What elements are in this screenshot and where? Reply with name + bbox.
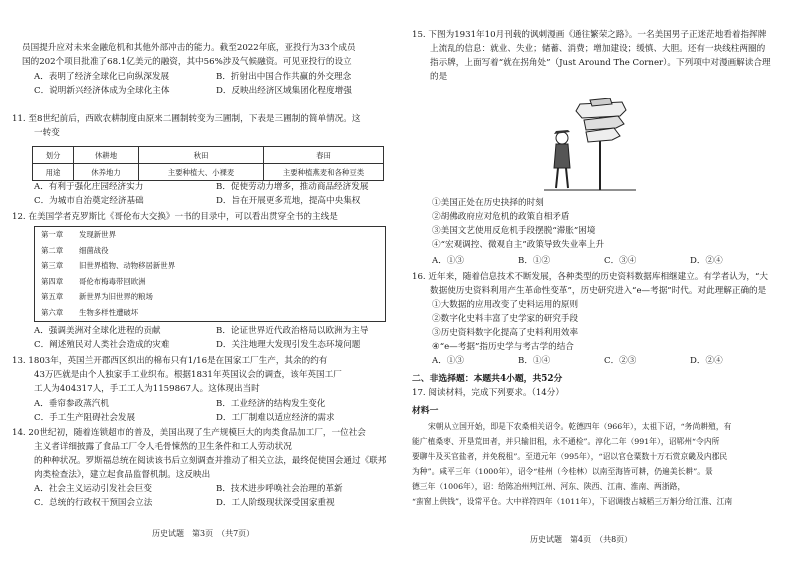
q12-contents-box bbox=[34, 226, 386, 322]
left-page bbox=[12, 0, 392, 561]
right-page bbox=[412, 0, 774, 561]
page-footer-left: 历史试题 第3页 （共7页） bbox=[152, 529, 255, 538]
table-header-row: 划分 休耕地 秋田 春田 bbox=[33, 147, 384, 164]
page-footer-right: 历史试题 第4页 （共8页） bbox=[530, 535, 633, 544]
q10-option-a[interactable]: A．表明了经济全球化已向纵深发展 bbox=[34, 72, 170, 82]
q10-continuation: 员国提升应对未来金融危机和其他外部冲击的能力。截至2022年底，亚投行为33个成员 国的202个项目批准了68.1亿美元的融资，其中56%涉及气候融资。可见亚投行的设立 bbox=[22, 43, 356, 67]
q11-option-a[interactable]: A．有利于强化庄园经济实力 bbox=[34, 182, 144, 192]
list-item: 第六章 生物多样性遭破坏 bbox=[41, 307, 139, 317]
q11-option-c[interactable]: C．为城市自治奠定经济基础 bbox=[34, 196, 144, 206]
q10-option-b[interactable]: B．折射出中国合作共赢的外交理念 bbox=[216, 72, 352, 82]
q14-option-b[interactable]: B．技术进步呼唤社会治理的革新 bbox=[216, 484, 343, 494]
q16-options bbox=[432, 354, 774, 368]
list-item: 第三章 旧世界植物、动物移居新世界 bbox=[41, 261, 176, 270]
list-item: 第一章 发现新世界 bbox=[41, 230, 116, 239]
table-row: 用途 休养地力 主要种植大、小裸麦 主要种植燕麦和各种豆类 bbox=[33, 164, 384, 181]
q15-stem: 15. 下图为1931年10月刊载的讽刺漫画《通往繁荣之路》。一名美国男子正迷茫地看着指挥牌 上流乱的信息：就业、失业；储蓄、消费；增加建设；缓慎、大胆。还有一块线柱两圈的 指示牌，上面写着“就在拐角处”（Just Around The Corner）。下列项中对漫画解读合理的是 bbox=[412, 30, 771, 82]
cartoon-illustration bbox=[540, 98, 640, 194]
q12-option-d[interactable]: D．关注地理大发现引发生态环境问题 bbox=[216, 340, 361, 350]
q13-option-c[interactable]: C．手工生产阻碍社会发展 bbox=[34, 413, 136, 423]
q14-option-c[interactable]: C．总统的行政权干预国会立法 bbox=[34, 498, 153, 508]
q11-stem: 11. 至8世纪前后，西欧农耕制度由原来二圃制转变为三圃制，下表是三圃制的简单情况。这 一转变 bbox=[12, 114, 361, 138]
q11-option-d[interactable]: D．旨在开展更多荒地，提高中央集权 bbox=[216, 196, 361, 206]
q10-option-d[interactable]: D．反映出经济区域集团化程度增强 bbox=[216, 86, 352, 96]
q15-option-a[interactable]: A．①③ bbox=[432, 256, 464, 266]
q13-options bbox=[34, 397, 394, 425]
q14-option-a[interactable]: A．社会主义运动引发社会巨变 bbox=[34, 484, 152, 494]
q13-option-a[interactable]: A．垂帘参政蒸汽机 bbox=[34, 399, 109, 409]
q17-stem: 17. 阅读材料，完成下列要求。（14分） bbox=[412, 388, 564, 398]
q14-options bbox=[34, 482, 394, 510]
q13-option-d[interactable]: D．工厂制难以适应经济的需求 bbox=[216, 413, 335, 423]
q14-stem: 14. 20世纪初，随着连锁超市的普及，美国出现了生产规模巨大的肉类食品加工厂，一位社会 主义者详细披露了食品工厂令人毛骨悚然的卫生条件和工人劳动状况 的种种状况。罗斯福总统在阅读该书后立刻调查并推动了相关立法，最终促使国会通过《联邦 肉类检查法》，建立起食品监督机制。这反映出 bbox=[12, 428, 387, 480]
section-heading: 二、非选择题：本题共4小题，共52分 bbox=[412, 374, 563, 384]
q12-stem: 12. 在美国学者克罗斯比《哥伦布大交换》一书的目录中，可以看出贯穿全书的主线是 bbox=[12, 212, 338, 222]
q16-statements: ①大数据的应用改变了史料运用的原则 ②数字化史料丰富了史学家的研究手段 ③历史资料数字化提高了史料利用效率 ④“e—考据”指历史学与考古学的结合 bbox=[432, 300, 579, 352]
list-item: 第二章 细菌战役 bbox=[41, 245, 109, 255]
q14-option-d[interactable]: D．工人阶级现状深受国家重视 bbox=[216, 498, 335, 508]
q10-option-c[interactable]: C．说明新兴经济体成为全球化主体 bbox=[34, 86, 170, 96]
q16-option-b[interactable]: B．①④ bbox=[518, 356, 551, 366]
q15-option-b[interactable]: B．①② bbox=[518, 256, 551, 266]
q11-options bbox=[34, 180, 394, 208]
q11-table bbox=[32, 146, 384, 181]
list-item: 第四章 哥伦布梅毒带回欧洲 bbox=[41, 276, 146, 286]
q16-option-a[interactable]: A．①③ bbox=[432, 356, 464, 366]
q10-options bbox=[34, 70, 394, 98]
list-item: 第五章 新世界为旧世界的粮场 bbox=[41, 292, 153, 301]
q16-stem: 16. 近年来，随着信息技术不断发展，各种类型的历史资料数据库相继建立。有学者认为，“大 数据使历史资料利用产生革命性变革”，历史研究进入“e—考据”时代。对此理解正确的是 bbox=[412, 272, 768, 296]
q15-statements: ①美国正处在历史抉择的时刻 ②胡佛政府应对危机的政策自相矛盾 ③美国文艺使用反危机手段摆脱“滞胀”困境 ④“宏观调控、微观自主”政策导致失业率上升 bbox=[432, 198, 605, 250]
q13-stem: 13. 1803年，英国兰开郡西区织出的棉布只有1/16是在国家工厂生产，其余的约有 43万匹就是由个人独家手工业织布。根据1831年英国议会的调查，该年英国工厂 工人为404317人，手工工人为1159867人。这体现出当时 bbox=[12, 356, 342, 394]
q16-option-d[interactable]: D．②④ bbox=[690, 356, 723, 366]
q12-option-c[interactable]: C．阐述殖民对人类社会造成的灾难 bbox=[34, 340, 170, 350]
q12-option-a[interactable]: A．强调美洲对全球化进程的贡献 bbox=[34, 326, 161, 336]
q12-option-b[interactable]: B．论证世界近代政治格局以欧洲为主导 bbox=[216, 326, 369, 336]
q11-option-b[interactable]: B．促使劳动力增多，推动商品经济发展 bbox=[216, 182, 369, 192]
q12-options bbox=[34, 324, 394, 352]
q15-option-d[interactable]: D．②④ bbox=[690, 256, 723, 266]
q15-options bbox=[432, 254, 774, 268]
material-label: 材料一 bbox=[412, 406, 439, 416]
q15-option-c[interactable]: C．③④ bbox=[604, 256, 637, 266]
q16-option-c[interactable]: C．②③ bbox=[604, 356, 637, 366]
material-text: 宋朝从立国开始，即是下农桑相关诏令。乾德四年（966年），太祖下诏，“务尚耕殖，有 能广植桑枣、开垦荒田者，并只输旧租，永不通检”。淳化二年（991年），诏郓州“令内所 要聊牛及买官盐者，并免税租”。至道元年（995年），“诏以官仓粟数十万石赏京畿及内郡民 为种”。咸平三年（1000年），诏令“桂州（今桂林）以南至海皆可耕，仍遍美长耕”。景 德三年（1006年），诏：给陈冶州判江州、河东、陕西、江南、淮南、两浙路， “蛮窗上供钱”，设常平仓。大中祥符四年（1011年），下诏调拨占城稻三万斛分给江淮、江南 bbox=[412, 422, 733, 506]
q13-option-b[interactable]: B．工业经济的结构发生变化 bbox=[216, 399, 326, 409]
